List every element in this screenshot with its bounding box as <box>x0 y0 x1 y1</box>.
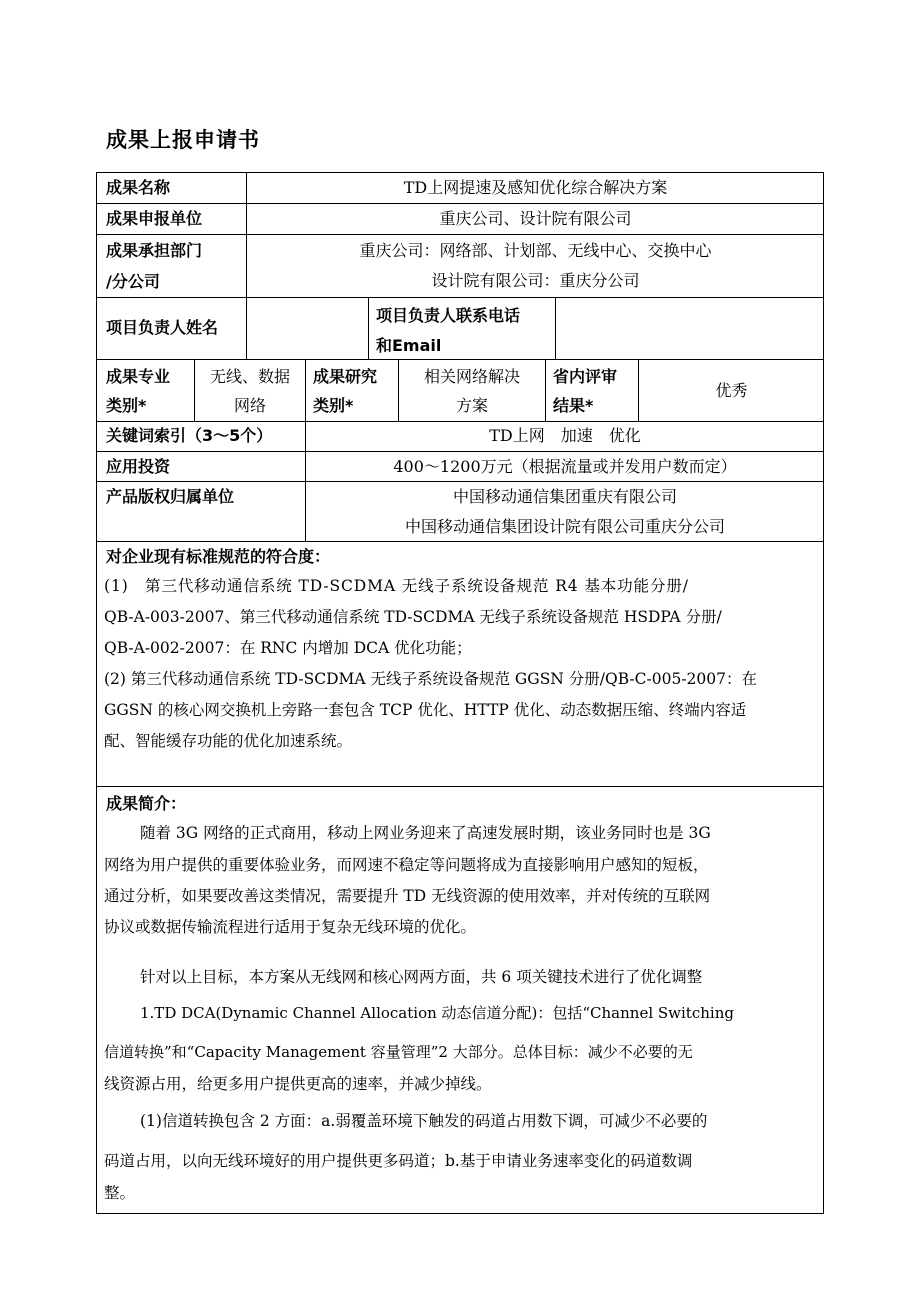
leader-contact-label-line2: 和Email <box>376 336 442 355</box>
standards-line: (1) 第三代移动通信系统 TD-SCDMA 无线子系统设备规范 R4 基本功能分册/ <box>104 577 689 595</box>
row-divider <box>96 786 824 787</box>
standards-line: QB-A-002-2007：在 RNC 内增加 DCA 优化功能； <box>104 639 472 657</box>
summary-line: 信道转换”和“Capacity Management 容量管理”2 大部分。总体目标：减少不必要的无 <box>104 1043 693 1061</box>
dept-label-line2: /分公司 <box>106 272 160 291</box>
unit-value: 重庆公司、设计院有限公司 <box>439 209 632 228</box>
summary-line: (1)信道转换包含 2 方面：a.弱覆盖环境下触发的码道占用数下调，可减少不必要的 <box>140 1112 708 1130</box>
investment-value: 400～1200万元（根据流量或并发用户数而定） <box>393 457 737 476</box>
row-divider <box>96 359 824 360</box>
dept-value-line2: 设计院有限公司：重庆分公司 <box>431 271 640 290</box>
research-category-label-line2: 类别* <box>313 396 354 415</box>
research-category-label-line1: 成果研究 <box>313 367 378 386</box>
copyright-label: 产品版权归属单位 <box>106 487 235 506</box>
summary-line: 整。 <box>104 1184 136 1202</box>
summary-line: 协议或数据传输流程进行适用于复杂无线环境的优化。 <box>104 918 477 936</box>
standards-line: 配、智能缓存功能的优化加速系统。 <box>104 732 353 750</box>
investment-label: 应用投资 <box>106 457 171 476</box>
review-result-label-line2: 结果* <box>553 396 594 415</box>
summary-line: 随着 3G 网络的正式商用，移动上网业务迎来了高速发展时期，该业务同时也是 3G <box>140 824 711 842</box>
summary-line: 线资源占用，给更多用户提供更高的速率，并减少掉线。 <box>104 1075 492 1093</box>
professional-category-label-line2: 类别* <box>106 396 147 415</box>
dept-value-line1: 重庆公司：网络部、计划部、无线中心、交换中心 <box>359 241 712 260</box>
column-divider <box>555 297 556 359</box>
name-label: 成果名称 <box>106 178 171 197</box>
unit-label: 成果申报单位 <box>106 209 203 228</box>
keywords-value: TD上网 加速 优化 <box>489 426 641 445</box>
summary-line: 网络为用户提供的重要体验业务，而网速不稳定等问题将成为直接影响用户感知的短板， <box>104 856 709 874</box>
leader-name-label: 项目负责人姓名 <box>106 318 219 337</box>
research-category-value-line1: 相关网络解决 <box>423 367 520 386</box>
summary-line: 码道占用，以向无线环境好的用户提供更多码道；b.基于申请业务速率变化的码道数调 <box>104 1152 693 1170</box>
research-category-value-line2: 方案 <box>455 396 488 415</box>
page-title: 成果上报申请书 <box>106 128 260 152</box>
copyright-value-line1: 中国移动通信集团重庆有限公司 <box>452 487 677 506</box>
standards-heading: 对企业现有标准规范的符合度： <box>106 547 331 566</box>
column-divider <box>305 359 306 421</box>
keywords-label: 关键词索引（3～5个） <box>106 426 273 445</box>
name-value: TD上网提速及感知优化综合解决方案 <box>403 178 668 197</box>
review-result-value: 优秀 <box>715 381 748 400</box>
standards-line: GGSN 的核心网交换机上旁路一套包含 TCP 优化、HTTP 优化、动态数据压缩、终端内容适 <box>104 701 747 719</box>
summary-heading: 成果简介： <box>106 794 187 813</box>
professional-category-label-line1: 成果专业 <box>106 367 171 386</box>
summary-line: 针对以上目标，本方案从无线网和核心网两方面，共 6 项关键技术进行了优化调整 <box>140 968 703 986</box>
standards-line: (2) 第三代移动通信系统 TD-SCDMA 无线子系统设备规范 GGSN 分册/QB-C-005-2007：在 <box>104 670 758 688</box>
summary-line: 1.TD DCA(Dynamic Channel Allocation 动态信道分配)：包括“Channel Switching <box>140 1004 734 1022</box>
column-divider <box>368 297 369 359</box>
professional-category-value-line2: 网络 <box>233 396 266 415</box>
column-divider <box>545 359 546 421</box>
review-result-label-line1: 省内评审 <box>553 367 618 386</box>
professional-category-value-line1: 无线、数据 <box>209 367 290 386</box>
dept-label-line1: 成果承担部门 <box>106 241 203 260</box>
leader-contact-label-line1: 项目负责人联系电话 <box>376 306 521 325</box>
summary-line: 通过分析，如果要改善这类情况，需要提升 TD 无线资源的使用效率，并对传统的互联网 <box>104 887 711 905</box>
copyright-value-line2: 中国移动通信集团设计院有限公司重庆分公司 <box>404 517 725 536</box>
standards-line: QB-A-003-2007、第三代移动通信系统 TD-SCDMA 无线子系统设备规范 HSDPA 分册/ <box>104 608 722 626</box>
row-divider <box>96 297 824 298</box>
